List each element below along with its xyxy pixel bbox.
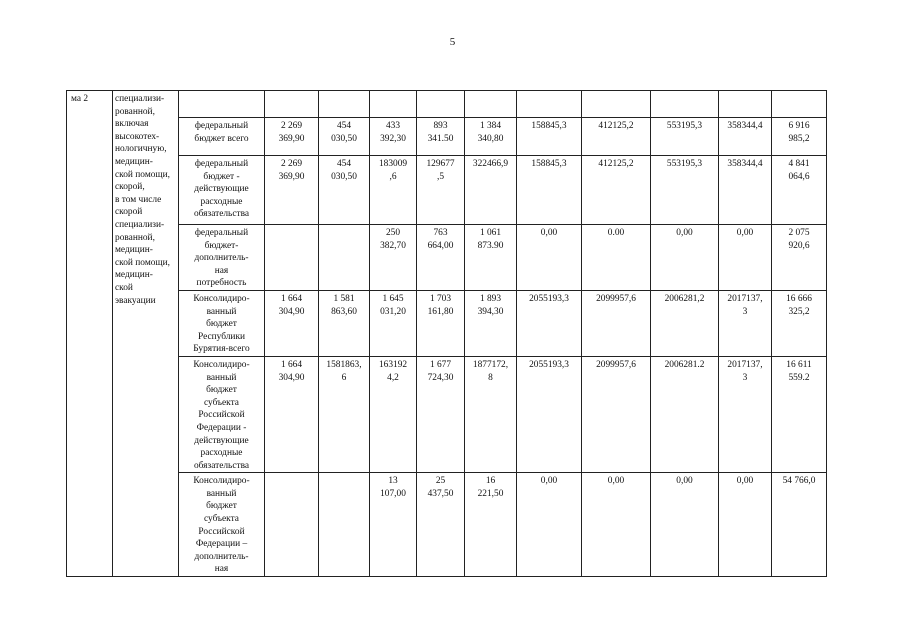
value-cell: 1 645 031,20 <box>370 290 417 356</box>
value-cell: 0,00 <box>651 473 719 577</box>
value-cell <box>319 473 370 577</box>
value-cell: 25 437,50 <box>417 473 465 577</box>
table-row <box>67 356 827 472</box>
value-cell: 2099957,6 <box>582 290 651 356</box>
table-row <box>67 91 827 118</box>
value-cell: 183009 ,6 <box>370 156 417 225</box>
value-cell: 163192 4,2 <box>370 356 417 472</box>
source-cell: федеральный бюджет- дополнитель- ная потребность <box>179 225 265 291</box>
value-cell: 1 893 394,30 <box>465 290 517 356</box>
value-cell: 2017137, 3 <box>719 356 772 472</box>
value-cell <box>370 91 417 118</box>
source-cell: Консолидиро- ванный бюджет субъекта Российской Федерации – дополнитель- ная <box>179 473 265 577</box>
value-cell: 2055193,3 <box>517 356 582 472</box>
value-cell: 0,00 <box>719 473 772 577</box>
value-cell: 553195,3 <box>651 118 719 156</box>
table-row <box>67 118 827 156</box>
value-cell: 2017137, 3 <box>719 290 772 356</box>
value-cell: 553195,3 <box>651 156 719 225</box>
value-cell: 1 664 304,90 <box>265 356 319 472</box>
value-cell: 358344,4 <box>719 156 772 225</box>
value-cell <box>265 225 319 291</box>
value-cell: 763 664,00 <box>417 225 465 291</box>
value-cell: 1 664 304,90 <box>265 290 319 356</box>
budget-table <box>66 90 827 577</box>
value-cell: 0,00 <box>582 473 651 577</box>
row-label-cell: ма 2 <box>67 91 113 577</box>
value-cell: 1 581 863,60 <box>319 290 370 356</box>
value-cell: 1 703 161,80 <box>417 290 465 356</box>
value-cell: 454 030,50 <box>319 118 370 156</box>
value-cell: 1877172, 8 <box>465 356 517 472</box>
source-cell: федеральный бюджет - действующие расходные обязательства <box>179 156 265 225</box>
value-cell: 454 030,50 <box>319 156 370 225</box>
source-cell <box>179 91 265 118</box>
value-cell: 2099957,6 <box>582 356 651 472</box>
value-cell: 0.00 <box>582 225 651 291</box>
value-cell: 0,00 <box>517 473 582 577</box>
value-cell: 0,00 <box>517 225 582 291</box>
value-cell: 1 061 873.90 <box>465 225 517 291</box>
value-cell <box>719 91 772 118</box>
value-cell: 412125,2 <box>582 118 651 156</box>
value-cell: 0,00 <box>719 225 772 291</box>
value-cell: 2006281,2 <box>651 290 719 356</box>
value-cell: 322466,9 <box>465 156 517 225</box>
value-cell: 16 666 325,2 <box>772 290 827 356</box>
table-row <box>67 290 827 356</box>
value-cell: 16 221,50 <box>465 473 517 577</box>
value-cell: 2 269 369,90 <box>265 118 319 156</box>
source-cell: Консолидиро- ванный бюджет субъекта Российской Федерации - действующие расходные обязательства <box>179 356 265 472</box>
category-cell: специализи- рованной, включая высокотех- нологичную, медицин- ской помощи, скорой, в том числе скорой специализи- рованной, медицин- ской помощи, медицин- ской эвакуации <box>113 91 179 577</box>
value-cell: 129677 ,5 <box>417 156 465 225</box>
value-cell: 4 841 064,6 <box>772 156 827 225</box>
value-cell <box>319 91 370 118</box>
value-cell: 412125,2 <box>582 156 651 225</box>
value-cell <box>772 91 827 118</box>
value-cell <box>265 473 319 577</box>
value-cell: 0,00 <box>651 225 719 291</box>
value-cell: 1581863, 6 <box>319 356 370 472</box>
value-cell: 2 075 920,6 <box>772 225 827 291</box>
value-cell: 2055193,3 <box>517 290 582 356</box>
value-cell: 250 382,70 <box>370 225 417 291</box>
value-cell: 158845,3 <box>517 156 582 225</box>
value-cell: 16 611 559.2 <box>772 356 827 472</box>
page-number: 5 <box>449 36 456 48</box>
value-cell: 54 766,0 <box>772 473 827 577</box>
value-cell: 6 916 985,2 <box>772 118 827 156</box>
table-row <box>67 156 827 225</box>
value-cell: 358344,4 <box>719 118 772 156</box>
value-cell: 1 677 724,30 <box>417 356 465 472</box>
value-cell <box>417 91 465 118</box>
value-cell: 1 384 340,80 <box>465 118 517 156</box>
value-cell <box>265 91 319 118</box>
source-cell: федеральный бюджет всего <box>179 118 265 156</box>
value-cell <box>517 91 582 118</box>
value-cell: 2 269 369,90 <box>265 156 319 225</box>
table-row <box>67 473 827 577</box>
value-cell <box>651 91 719 118</box>
value-cell: 433 392,30 <box>370 118 417 156</box>
value-cell: 13 107,00 <box>370 473 417 577</box>
value-cell <box>465 91 517 118</box>
value-cell: 893 341.50 <box>417 118 465 156</box>
source-cell: Консолидиро- ванный бюджет Республики Бурятия-всего <box>179 290 265 356</box>
value-cell: 158845,3 <box>517 118 582 156</box>
value-cell <box>319 225 370 291</box>
table-row <box>67 225 827 291</box>
value-cell <box>582 91 651 118</box>
value-cell: 2006281.2 <box>651 356 719 472</box>
